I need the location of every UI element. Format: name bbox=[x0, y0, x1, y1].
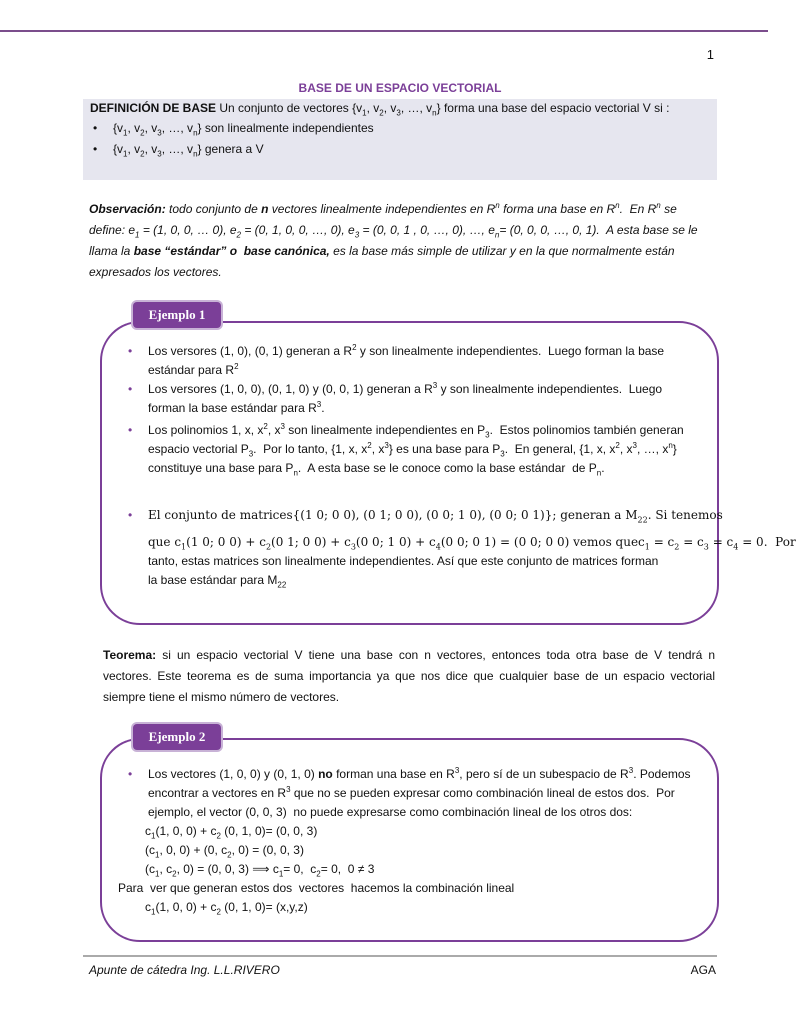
footer-author: Apunte de cátedra Ing. L.L.RIVERO bbox=[89, 963, 280, 977]
top-rule bbox=[0, 30, 768, 32]
footer-rule bbox=[83, 955, 717, 957]
definition-text: Un conjunto de vectores {$v_1$, $v_2$, $v_3$, …, $v_n$} forma una base del espacio vectorial V si : bbox=[219, 101, 670, 118]
example-1-tab: Ejemplo 1 bbox=[133, 302, 221, 328]
page-title: BASE DE UN ESPACIO VECTORIAL bbox=[298, 81, 502, 95]
footer-course: AGA bbox=[690, 963, 716, 977]
example-1-item-1: • Los versores (1, 0), (0, 1) generan a $R^2$ y son linealmente independientes. Luego forman la base estándar para $R^2$ bbox=[128, 343, 665, 377]
definition-term: DEFINICIÓN DE BASE bbox=[90, 101, 217, 115]
example-1-item-2: • Los versores (1, 0, 0), (0, 1, 0) y (0, 0, 1) generan a $R^3$ y son linealmente independientes. Luego forman la base estándar para $R^3$. bbox=[128, 381, 663, 415]
definition-line bbox=[90, 101, 670, 118]
theorem-label: Teorema: bbox=[103, 648, 157, 662]
page-number: 1 bbox=[706, 47, 714, 62]
observation-line-4: expresados los vectores. bbox=[89, 265, 222, 279]
example-1-item-3: • Los polinomios 1, x, $x^2$, $x^3$ son linealmente independientes en $P_3$. Estos polinomios también generan espacio vectorial $P_3$. Por lo tanto, {1, x, $x^2$, $x^3$} es una base para $P_3$. En general, {1, x, $x^2$, $x^3$, …, $x^n$} constituye una base para $P_n$. A esta base se le conoce como la base estándar de $P_n$. bbox=[128, 422, 684, 478]
observation-line-2: define: $e_1 = (1$, 0, 0, … 0), $e_2 = (0$, 1, 0, 0, …, 0), $e_3 = (0$, 0, 1 , 0, …, 0), …, $e_n= (0$, 0, 0, …, 0, 1). A esta base se le bbox=[89, 223, 698, 240]
example-2-item: • Los vectores (1, 0, 0) y (0, 1, 0) no forman una base en $R^3$, pero sí de un subespacio de $R^3$. Podemos encontrar a vectores en $R^3$ que no se pueden expresar como combinación lineal de estos dos. Por ejemplo, el vector (0, 0, 3) no puede expresarse como combinación lineal de los otros dos: $c_1(1$, 0, $0) + c_2$ (0, 1, 0)= (0, 0, 3) ($c_1$, 0, 0) + (0, $c_2$, 0) = (0, 0, 3) ($c_1$, $c_2$, 0) = (0, 0, 3) ⟹ $c_1= 0$, $c_2= 0$, 0 ≠ 3 Para ver que generan estos dos vectores hacemos la combinación lineal $c_1(1$, 0, $0) + c_2$ (0, 1, 0)= (x,y,z) bbox=[118, 766, 691, 917]
example-1-item-4: • El conjunto de matrices{(1 0; 0 0), (0 1; 0 0), (0 0; 1 0), (0 0; 0 1)}; generan a $M_{22}$. Si tenemos que $c_1(1$ 0; 0 $0) + c_2(0$ 1; 0 $0) + c_3(0$ 0; 1 $0) + c_4(0$ 0; 0 1) = (0 0; 0 0) vemos quec$_1$ = $c_2 = c_3 = c_4 = 0$. Por tanto, estas matrices son linealmente independientes. Así que este conjunto de matrices forman la base estándar para $M_{22}$ bbox=[128, 508, 796, 590]
observation-paragraph bbox=[89, 199, 719, 283]
observation-line-1: Observación: todo conjunto de n vectores linealmente independientes en $R^n$ forma una base en $R^n$. En $R^n$ se bbox=[89, 201, 677, 216]
definition-bullet-1: • {$v_1$, $v_2$, $v_3$, …, $v_n$} son linealmente independientes bbox=[113, 121, 374, 135]
example-2-tab: Ejemplo 2 bbox=[133, 724, 221, 750]
theorem-text: si un espacio vectorial V tiene una base con n vectores, entonces toda otra base de V tendrá n vectores. Este teorema es de suma importancia ya que nos dice que cualquier base de un espacio vectorial siempre tiene el mismo número de vectores. bbox=[103, 648, 716, 704]
definition-bullet-2: • {$v_1$, $v_2$, $v_3$, …, $v_n$} genera a V bbox=[113, 142, 264, 156]
definition-box bbox=[83, 99, 717, 180]
theorem-paragraph bbox=[103, 645, 715, 708]
observation-line-3: llama la base “estándar” o base canónica, es la base más simple de utilizar y en la que normalmente están bbox=[89, 244, 675, 258]
